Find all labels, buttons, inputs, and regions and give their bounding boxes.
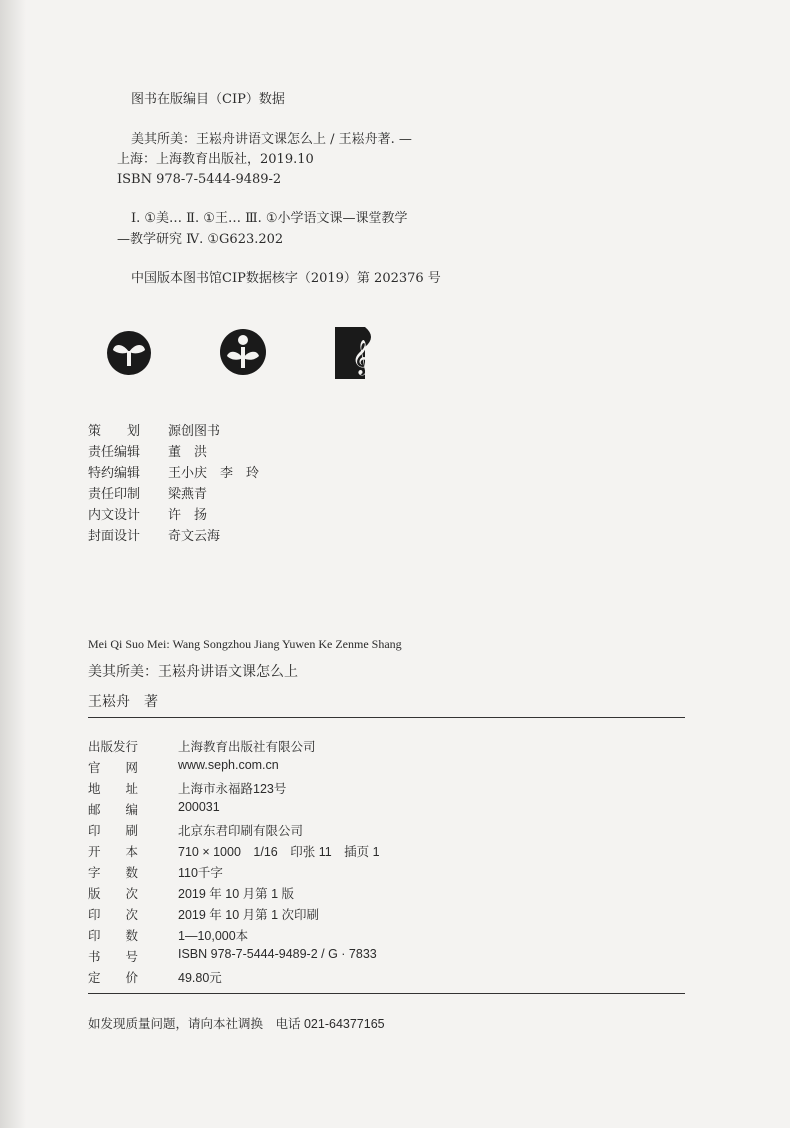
pinyin-title: Mei Qi Suo Mei: Wang Songzhou Jiang Yuwen Ke Zenme Shang xyxy=(88,637,402,651)
pub-row xyxy=(88,863,223,881)
cip-subject-line2: —教学研究 Ⅳ. ①G623.202 xyxy=(117,232,284,247)
cip-entry-line1: 美其所美：王崧舟讲语文课怎么上 / 王崧舟著. — xyxy=(131,132,412,147)
pub-value: 北京东君印刷有限公司 xyxy=(178,824,304,838)
book-title: 美其所美：王崧舟讲语文课怎么上 xyxy=(88,664,298,680)
pub-row xyxy=(88,968,222,986)
cip-subject-line1: Ⅰ. ①美… Ⅱ. ①王… Ⅲ. ①小学语文课—课堂教学 xyxy=(131,211,408,226)
credit-label: 内文设计 xyxy=(88,508,141,523)
pub-row xyxy=(88,947,377,965)
pub-row xyxy=(88,758,279,776)
publisher-sprout-logo-icon xyxy=(219,328,267,380)
credit-label: 封面设计 xyxy=(88,529,141,544)
cip-isbn: ISBN 978-7-5444-9489-2 xyxy=(117,172,282,187)
pub-value: www.seph.com.cn xyxy=(178,758,279,772)
pub-label: 印 次 xyxy=(88,908,139,922)
music-clef-logo-icon xyxy=(335,327,377,383)
pub-label: 地 址 xyxy=(88,782,139,796)
credit-value: 董 洪 xyxy=(168,445,208,460)
pub-value: 1—10,000本 xyxy=(178,929,249,943)
credit-row xyxy=(88,525,220,544)
page-edge-shadow xyxy=(0,0,26,1128)
pub-label: 定 价 xyxy=(88,971,139,985)
pub-row xyxy=(88,800,220,818)
pub-row xyxy=(88,842,380,860)
pub-row xyxy=(88,926,248,944)
pub-label: 版 次 xyxy=(88,887,139,901)
credit-value: 许 扬 xyxy=(168,508,208,523)
pub-row xyxy=(88,905,319,923)
pub-row xyxy=(88,821,303,839)
pub-value: 110千字 xyxy=(178,866,223,880)
book-author: 王崧舟 著 xyxy=(88,694,158,710)
svg-text:𝄞: 𝄞 xyxy=(352,340,370,375)
credit-value: 梁燕青 xyxy=(168,487,208,502)
pub-value: 上海市永福路123号 xyxy=(178,782,287,796)
bottom-divider xyxy=(88,993,685,994)
pub-label: 字 数 xyxy=(88,866,139,880)
pub-row xyxy=(88,884,294,902)
pub-value: 49.80元 xyxy=(178,971,222,985)
credit-label: 策 划 xyxy=(88,424,141,439)
cip-verification: 中国版本图书馆CIP数据核字（2019）第 202376 号 xyxy=(131,271,441,286)
pub-label: 开 本 xyxy=(88,845,139,859)
pub-value: 200031 xyxy=(178,800,220,814)
pub-value: 2019 年 10 月第 1 次印刷 xyxy=(178,908,320,922)
pub-label: 印 刷 xyxy=(88,824,139,838)
pub-value: 上海教育出版社有限公司 xyxy=(178,740,316,754)
credit-value: 奇文云海 xyxy=(168,529,221,544)
pub-row xyxy=(88,737,316,755)
pub-label: 官 网 xyxy=(88,761,139,775)
credit-value: 王小庆 李 玲 xyxy=(168,466,260,481)
quality-notice: 如发现质量问题，请向本社调换 电话 021-64377165 xyxy=(88,1017,385,1031)
credit-row xyxy=(88,441,207,460)
seph-logo-icon xyxy=(106,330,152,380)
pub-value: 2019 年 10 月第 1 版 xyxy=(178,887,295,901)
pub-label: 出版发行 xyxy=(88,740,139,754)
credit-label: 特约编辑 xyxy=(88,466,141,481)
credit-row xyxy=(88,462,259,481)
pub-value: ISBN 978-7-5444-9489-2 / G · 7833 xyxy=(178,947,377,961)
pub-row xyxy=(88,779,286,797)
credit-label: 责任印制 xyxy=(88,487,141,502)
pub-value: 710 × 1000 1/16 印张 11 插页 1 xyxy=(178,845,380,859)
top-divider xyxy=(88,717,685,718)
pub-label: 书 号 xyxy=(88,950,139,964)
credit-value: 源创图书 xyxy=(168,424,221,439)
pub-label: 邮 编 xyxy=(88,803,139,817)
cip-heading: 图书在版编目（CIP）数据 xyxy=(131,92,285,107)
credit-row xyxy=(88,483,207,502)
credit-row xyxy=(88,504,207,523)
pub-label: 印 数 xyxy=(88,929,139,943)
cip-entry-line2: 上海：上海教育出版社，2019.10 xyxy=(117,152,314,167)
credit-label: 责任编辑 xyxy=(88,445,141,460)
credit-row xyxy=(88,420,220,439)
